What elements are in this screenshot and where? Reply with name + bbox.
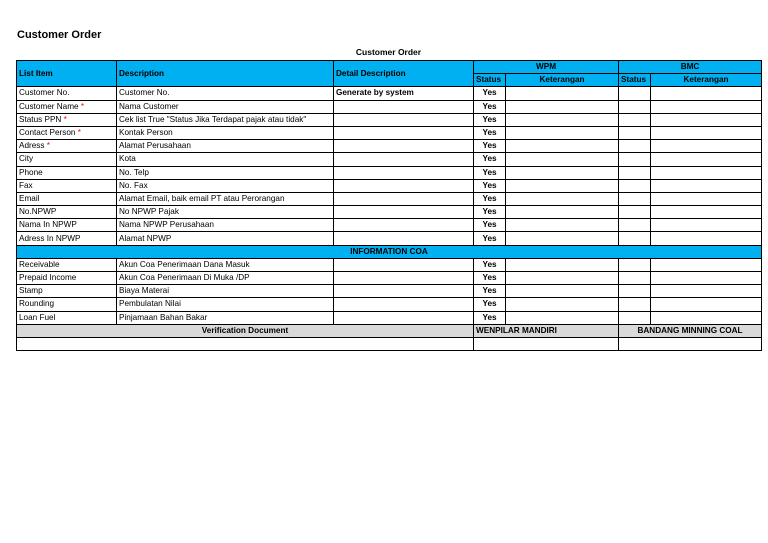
bmc-keterangan-cell[interactable] [651, 100, 762, 113]
wpm-keterangan-cell[interactable] [506, 140, 619, 153]
wpm-status-cell[interactable]: Yes [474, 113, 506, 126]
page-title: Customer Order [17, 29, 102, 41]
bmc-status-cell[interactable] [619, 100, 651, 113]
coa-wpm-keterangan-cell[interactable] [506, 258, 619, 271]
wpm-keterangan-cell[interactable] [506, 113, 619, 126]
detail-description-cell[interactable] [334, 166, 474, 179]
table-row [17, 87, 762, 100]
list-item-cell[interactable] [17, 100, 117, 113]
verification-document-header: Verification Document [17, 324, 474, 337]
bmc-keterangan-cell[interactable] [651, 126, 762, 139]
bmc-status-cell[interactable] [619, 140, 651, 153]
list-item-label: City [19, 154, 34, 164]
list-item-cell[interactable] [17, 153, 117, 166]
bmc-status-cell[interactable] [619, 206, 651, 219]
coa-bmc-status-cell[interactable] [619, 298, 651, 311]
coa-bmc-status-cell[interactable] [619, 285, 651, 298]
required-mark: * [80, 101, 85, 111]
header-bmc-status: Status [619, 74, 651, 87]
coa-bmc-keterangan-cell[interactable] [651, 298, 762, 311]
bmc-status-cell[interactable] [619, 153, 651, 166]
list-item-cell[interactable] [17, 192, 117, 205]
wpm-keterangan-cell[interactable] [506, 166, 619, 179]
wpm-keterangan-cell[interactable] [506, 179, 619, 192]
list-item-label: Fax [19, 180, 33, 190]
bmc-status-cell[interactable] [619, 87, 651, 100]
coa-item-cell[interactable]: Prepaid Income [17, 272, 117, 285]
bmc-status-cell[interactable] [619, 192, 651, 205]
wpm-keterangan-cell[interactable] [506, 87, 619, 100]
required-mark: * [63, 114, 67, 124]
bmc-status-cell[interactable] [619, 166, 651, 179]
list-item-label: Adress In NPWP [19, 233, 81, 243]
wpm-status-cell[interactable]: Yes [474, 140, 506, 153]
coa-wpm-status-cell[interactable]: Yes [474, 272, 506, 285]
bmc-keterangan-cell[interactable] [651, 140, 762, 153]
header-group-wpm: WPM [474, 61, 619, 74]
list-item-cell[interactable] [17, 179, 117, 192]
list-item-cell[interactable] [17, 113, 117, 126]
bmc-status-cell[interactable] [619, 126, 651, 139]
coa-detail-cell[interactable] [334, 258, 474, 271]
list-item-label: Phone [19, 167, 43, 177]
bmc-status-cell[interactable] [619, 232, 651, 245]
coa-wpm-status-cell[interactable]: Yes [474, 258, 506, 271]
coa-wpm-status-cell[interactable]: Yes [474, 298, 506, 311]
list-item-label: No.NPWP [19, 207, 57, 217]
list-item-label: Contact Person [19, 128, 76, 138]
description-cell[interactable]: Alamat NPWP [117, 232, 334, 245]
detail-description-cell[interactable] [334, 179, 474, 192]
coa-bmc-status-cell[interactable] [619, 272, 651, 285]
description-cell[interactable]: Customer No. [117, 87, 334, 100]
table-row [17, 166, 762, 179]
detail-description-cell[interactable] [334, 126, 474, 139]
coa-description-cell[interactable]: Pinjamaan Bahan Bakar [117, 311, 334, 324]
detail-description-cell[interactable]: Generate by system [334, 87, 474, 100]
table-row [17, 126, 762, 139]
coa-row [17, 285, 762, 298]
coa-bmc-keterangan-cell[interactable] [651, 272, 762, 285]
list-item-label: Adress [19, 141, 45, 151]
wpm-status-cell[interactable]: Yes [474, 192, 506, 205]
detail-description-cell[interactable] [334, 206, 474, 219]
table-row [17, 113, 762, 126]
bmc-status-cell[interactable] [619, 219, 651, 232]
wpm-keterangan-cell[interactable] [506, 232, 619, 245]
header-detail-description: Detail Description [334, 61, 474, 87]
header-wpm-status: Status [474, 74, 506, 87]
bmc-status-cell[interactable] [619, 113, 651, 126]
wpm-status-cell[interactable]: Yes [474, 87, 506, 100]
description-cell[interactable]: No NPWP Pajak [117, 206, 334, 219]
detail-description-cell[interactable] [334, 113, 474, 126]
wpm-keterangan-cell[interactable] [506, 219, 619, 232]
bmc-status-cell[interactable] [619, 179, 651, 192]
coa-description-cell[interactable]: Pembulatan Nilai [117, 298, 334, 311]
bmc-keterangan-cell[interactable] [651, 219, 762, 232]
coa-bmc-keterangan-cell[interactable] [651, 285, 762, 298]
verification-bmc-cell[interactable] [619, 337, 762, 350]
bmc-keterangan-cell[interactable] [651, 206, 762, 219]
coa-description-cell[interactable]: Biaya Materai [117, 285, 334, 298]
coa-bmc-keterangan-cell[interactable] [651, 258, 762, 271]
coa-detail-cell[interactable] [334, 311, 474, 324]
coa-wpm-keterangan-cell[interactable] [506, 311, 619, 324]
required-mark: * [46, 141, 50, 151]
coa-wpm-keterangan-cell[interactable] [506, 298, 619, 311]
detail-description-cell[interactable] [334, 100, 474, 113]
wpm-status-cell[interactable]: Yes [474, 166, 506, 179]
wpm-keterangan-cell[interactable] [506, 206, 619, 219]
wpm-status-cell[interactable]: Yes [474, 153, 506, 166]
coa-wpm-status-cell[interactable]: Yes [474, 285, 506, 298]
coa-detail-cell[interactable] [334, 298, 474, 311]
table-row [17, 192, 762, 205]
coa-item-cell[interactable]: Stamp [17, 285, 117, 298]
list-item-label: Status PPN [19, 114, 62, 124]
table-row [17, 140, 762, 153]
description-cell[interactable]: Alamat Perusahaan [117, 140, 334, 153]
verification-wpm-header: WENPILAR MANDIRI [474, 324, 619, 337]
description-cell[interactable]: Cek list True "Status Jika Terdapat pajak atau tidak" [117, 113, 334, 126]
coa-bmc-keterangan-cell[interactable] [651, 311, 762, 324]
table-row [17, 219, 762, 232]
customer-order-table [16, 60, 762, 351]
coa-detail-cell[interactable] [334, 272, 474, 285]
wpm-keterangan-cell[interactable] [506, 126, 619, 139]
wpm-keterangan-cell[interactable] [506, 192, 619, 205]
table-row [17, 153, 762, 166]
list-item-cell[interactable] [17, 206, 117, 219]
coa-row [17, 298, 762, 311]
description-cell[interactable]: No. Fax [117, 179, 334, 192]
coa-bmc-status-cell[interactable] [619, 311, 651, 324]
bmc-keterangan-cell[interactable] [651, 192, 762, 205]
verification-wpm-cell[interactable] [474, 337, 619, 350]
header-description: Description [117, 61, 334, 87]
list-item-cell[interactable] [17, 232, 117, 245]
header-group-bmc: BMC [619, 61, 762, 74]
table-row [17, 100, 762, 113]
header-bmc-keterangan: Keterangan [651, 74, 762, 87]
bmc-keterangan-cell[interactable] [651, 87, 762, 100]
description-cell[interactable]: Nama Customer [117, 100, 334, 113]
detail-description-cell[interactable] [334, 153, 474, 166]
detail-description-cell[interactable] [334, 192, 474, 205]
header-list-item: List Item [17, 61, 117, 87]
description-cell[interactable]: Kota [117, 153, 334, 166]
header-wpm-keterangan: Keterangan [506, 74, 619, 87]
coa-description-cell[interactable]: Akun Coa Penerimaan Dana Masuk [117, 258, 334, 271]
coa-item-cell[interactable]: Loan Fuel [17, 311, 117, 324]
wpm-status-cell[interactable]: Yes [474, 219, 506, 232]
coa-detail-cell[interactable] [334, 285, 474, 298]
list-item-cell[interactable] [17, 126, 117, 139]
wpm-status-cell[interactable]: Yes [474, 206, 506, 219]
coa-description-cell[interactable]: Akun Coa Penerimaan Di Muka /DP [117, 272, 334, 285]
table-title: Customer Order [355, 47, 422, 57]
list-item-label: Email [19, 193, 40, 203]
description-cell[interactable]: No. Telp [117, 166, 334, 179]
detail-description-cell[interactable] [334, 219, 474, 232]
table-row [17, 206, 762, 219]
list-item-cell[interactable] [17, 166, 117, 179]
coa-row [17, 258, 762, 271]
wpm-status-cell[interactable]: Yes [474, 126, 506, 139]
bmc-keterangan-cell[interactable] [651, 113, 762, 126]
list-item-label: Customer Name [19, 101, 79, 111]
list-item-label: Nama In NPWP [19, 220, 77, 230]
wpm-keterangan-cell[interactable] [506, 100, 619, 113]
description-cell[interactable]: Kontak Person [117, 126, 334, 139]
list-item-cell[interactable] [17, 219, 117, 232]
coa-row [17, 272, 762, 285]
description-cell[interactable]: Nama NPWP Perusahaan [117, 219, 334, 232]
detail-description-cell[interactable] [334, 140, 474, 153]
table-row [17, 232, 762, 245]
required-mark: * [77, 128, 81, 138]
wpm-status-cell[interactable]: Yes [474, 232, 506, 245]
verification-bmc-header: BANDANG MINNING COAL [619, 324, 762, 337]
list-item-label: Customer No. [19, 88, 70, 98]
description-cell[interactable]: Alamat Email, baik email PT atau Perorangan [117, 192, 334, 205]
list-item-cell[interactable] [17, 87, 117, 100]
wpm-status-cell[interactable]: Yes [474, 100, 506, 113]
wpm-keterangan-cell[interactable] [506, 153, 619, 166]
coa-row [17, 311, 762, 324]
verification-document-cell[interactable] [17, 337, 474, 350]
bmc-keterangan-cell[interactable] [651, 179, 762, 192]
bmc-keterangan-cell[interactable] [651, 153, 762, 166]
table-row [17, 179, 762, 192]
coa-wpm-status-cell[interactable]: Yes [474, 311, 506, 324]
coa-wpm-keterangan-cell[interactable] [506, 272, 619, 285]
detail-description-cell[interactable] [334, 232, 474, 245]
coa-item-cell[interactable]: Receivable [17, 258, 117, 271]
section-information-coa: INFORMATION COA [17, 245, 762, 258]
coa-bmc-status-cell[interactable] [619, 258, 651, 271]
wpm-status-cell[interactable]: Yes [474, 179, 506, 192]
bmc-keterangan-cell[interactable] [651, 166, 762, 179]
coa-item-cell[interactable]: Rounding [17, 298, 117, 311]
bmc-keterangan-cell[interactable] [651, 232, 762, 245]
coa-wpm-keterangan-cell[interactable] [506, 285, 619, 298]
list-item-cell[interactable] [17, 140, 117, 153]
